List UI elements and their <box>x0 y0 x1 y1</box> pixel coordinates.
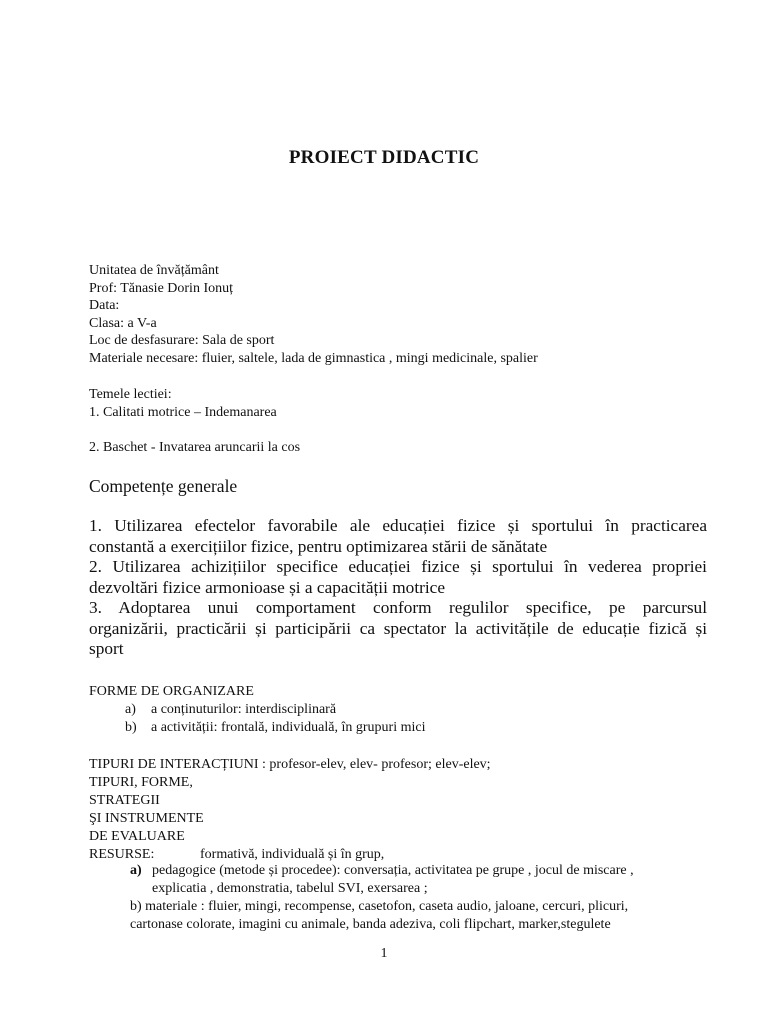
interactions-evaluation <box>89 756 491 864</box>
competence-2-line-1: 2. Utilizarea achizițiilor specifice educației fizice și sportului în vederea propriei <box>89 557 707 576</box>
competence-3-line-3: sport <box>89 639 124 658</box>
evaluation-line-2: STRATEGII <box>89 793 160 808</box>
form-item-a <box>89 701 425 719</box>
theme-item-1: 1. Calitati motrice – Indemanarea <box>89 404 277 420</box>
page-title: PROIECT DIDACTIC <box>288 147 480 168</box>
resource-item-b-line-1: b) materiale : fluier, mingi, recompense, casetofon, caseta audio, jaloane, cercuri, plicuri, <box>130 899 629 914</box>
resources-list <box>130 862 634 934</box>
competence-3-line-1: 3. Adoptarea unui comportament conform regulilor specifice, pe parcursul <box>89 598 707 617</box>
organization-forms <box>89 683 425 737</box>
resource-item-a-line-1 <box>130 862 634 880</box>
form-item-a-text: a conținuturilor: interdisciplinară <box>151 702 337 717</box>
resource-item-b-line-2: cartonase colorate, imagini cu animale, banda adeziva, coli flipchart, marker,stegulete <box>130 917 611 932</box>
page-number: 1 <box>380 946 388 961</box>
info-class: Clasa: a V-a <box>89 315 157 331</box>
resource-item-a-marker: a) <box>130 863 142 878</box>
interactions-line: TIPURI DE INTERACȚIUNI : profesor-elev, elev- profesor; elev-elev; <box>89 757 491 772</box>
lesson-info <box>89 262 709 368</box>
info-location: Loc de desfasurare: Sala de sport <box>89 333 275 349</box>
resource-item-a-text: pedagogice (metode și procedee): conversația, activitatea pe grupe , jocul de miscare , <box>152 863 634 878</box>
info-school: Unitatea de învățământ <box>89 263 219 278</box>
lesson-themes <box>89 386 709 421</box>
competence-1-line-1: 1. Utilizarea efectelor favorabile ale educației fizice și sportului în practicarea <box>89 516 707 535</box>
competence-2-line-2: dezvoltări fizice armonioase și a capacității motrice <box>89 577 446 597</box>
forms-heading: FORME DE ORGANIZARE <box>89 684 254 699</box>
evaluation-line-3: ŞI INSTRUMENTE <box>89 811 204 826</box>
form-item-b-text: a activității: frontală, individuală, în grupuri mici <box>151 720 426 735</box>
themes-heading: Temele lectiei: <box>89 387 172 402</box>
resource-item-a-line-2: explicatia , demonstratia, tabelul SVI, exersarea ; <box>152 881 428 896</box>
info-materials: Materiale necesare: fluier, saltele, lada de gimnastica , mingi medicinale, spalier <box>89 350 538 366</box>
lesson-themes-2 <box>89 439 709 457</box>
evaluation-line-1: TIPURI, FORME, <box>89 775 193 790</box>
theme-item-2: 2. Baschet - Invatarea aruncarii la cos <box>89 440 301 455</box>
competences-heading: Competențe generale <box>89 476 238 496</box>
form-item-b <box>89 719 425 737</box>
competences-list <box>89 516 707 660</box>
competence-3-line-2: organizării, practicării și participării ca spectator la activitățile de educație fizică și <box>89 618 707 638</box>
competence-1-line-2: constantă a exercițiilor fizice, pentru optimizarea stării de sănătate <box>89 536 548 556</box>
resources-label: RESURSE: <box>89 847 155 862</box>
form-item-b-marker: b) <box>125 720 137 735</box>
form-item-a-marker: a) <box>125 702 136 717</box>
resources-value: formativă, individuală și în grup, <box>200 847 385 862</box>
evaluation-line-4: DE EVALUARE <box>89 829 185 844</box>
info-date: Data: <box>89 298 120 314</box>
info-teacher: Prof: Tănasie Dorin Ionuț <box>89 280 233 296</box>
